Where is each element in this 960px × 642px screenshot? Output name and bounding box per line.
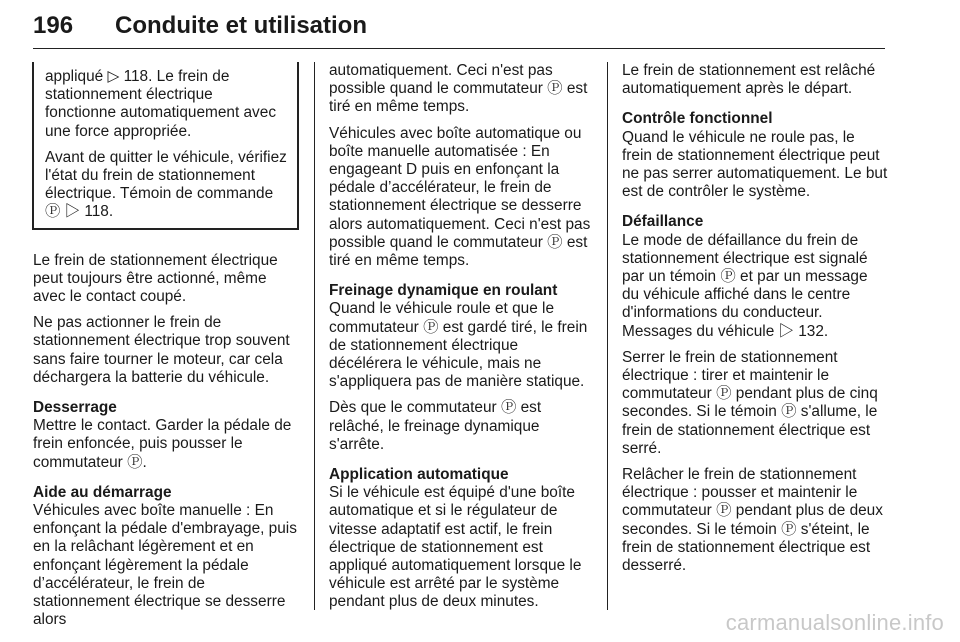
column-divider-2 (607, 62, 608, 610)
heading-freinage-dynamique: Freinage dynamique en roulant (329, 282, 558, 300)
page-title: Conduite et utilisation (115, 12, 367, 39)
heading-defaillance: Défaillance (622, 213, 704, 231)
note-box (32, 62, 299, 230)
heading-controle-fonctionnel: Contrôle fonctionnel (622, 110, 773, 128)
paragraph-serrer: Serrer le frein de stationnement électrique : tirer et maintenir le commutateur Ⓟ pendant plus de cinq secondes. Si le témoin Ⓟ s'allume, le frein de stationnement électrique est serré. (622, 348, 878, 457)
heading-aide-demarrage: Aide au démarrage (33, 483, 172, 501)
paragraph-aide-demarrage: Véhicules avec boîte manuelle : En enfonçant la pédale d'embrayage, puis en la relâchant légèrement et en enfonçant légèrement la pédale d’accélérateur, le frein de stationnement électrique se desserre alors (33, 502, 297, 629)
column-divider-1 (314, 62, 315, 610)
paragraph-relacher: Relâcher le frein de stationnement électrique : pousser et maintenir le commutateur Ⓟ pendant plus de deux secondes. Si le témoin Ⓟ s'éteint, le frein de stationnement électrique est desserré. (622, 466, 883, 575)
paragraph-relache-depart: Le frein de stationnement est relâché automatiquement après le départ. (622, 62, 876, 98)
paragraph-batterie: Ne pas actionner le frein de stationnement électrique trop souvent sans faire tourner le moteur, car cela déchargera la batterie du véhicule. (33, 314, 290, 386)
paragraph-freinage-dynamique: Quand le véhicule roule et que le commutateur Ⓟ est gardé tiré, le frein de stationnement électrique décélérera le véhicule, mais ne s'appliquera pas de manière statique. (329, 300, 588, 391)
note-paragraph-2: Avant de quitter le véhicule, vérifiez l'état du frein de stationnement électrique. Témoin de commande Ⓟ ▷ 118. (45, 148, 287, 221)
paragraph-application-automatique: Si le véhicule est équipé d'une boîte automatique et si le régulateur de vitesse adaptatif est actif, le frein électrique de stationnement est appliqué automatiquement lorsque le véhicule est arrêté par le système pendant plus de deux minutes. (329, 484, 582, 611)
heading-application-automatique: Application automatique (329, 466, 509, 484)
paragraph-continuation: automatiquement. Ceci n'est pas possible quand le commutateur Ⓟ est tiré en même temps. (329, 62, 588, 116)
page-header (33, 10, 885, 46)
paragraph-desserrage: Mettre le contact. Garder la pédale de frein enfoncée, puis pousser le commutateur Ⓟ. (33, 417, 292, 471)
paragraph-boite-automatique: Véhicules avec boîte automatique ou boîte manuelle automatisée : En engageant D puis en enfonçant la pédale d’accélérateur, le frein de stationnement électrique se desserre alors automatiquement. Ceci n'est pas possible quand le commutateur Ⓟ est tiré en même temps. (329, 124, 591, 270)
paragraph-actionne: Le frein de stationnement électrique peut toujours être actionné, même avec le contact coupé. (33, 251, 278, 306)
heading-desserrage: Desserrage (33, 399, 117, 417)
watermark: carmanualsonline.info (725, 610, 944, 635)
column-1 (33, 62, 299, 629)
header-rule (33, 48, 885, 49)
column-2 (329, 62, 595, 612)
paragraph-defaillance: Le mode de défaillance du frein de stationnement électrique est signalé par un témoin Ⓟ et par un message du véhicule affiché dans le centre d'informations du conducteur. Messages du véhicule ▷ 132. (622, 231, 868, 340)
note-paragraph-1: appliqué ▷ 118. Le frein de stationnement électrique fonctionne automatiquement avec une force appropriée. (45, 68, 277, 140)
page-number: 196 (33, 12, 74, 39)
column-3 (622, 62, 888, 575)
paragraph-freinage-arret: Dès que le commutateur Ⓟ est relâché, le freinage dynamique s'arrête. (329, 399, 542, 453)
paragraph-controle-fonctionnel: Quand le véhicule ne roule pas, le frein de stationnement électrique peut ne pas serrer automatiquement. Le but est de contrôler le système. (622, 128, 888, 201)
